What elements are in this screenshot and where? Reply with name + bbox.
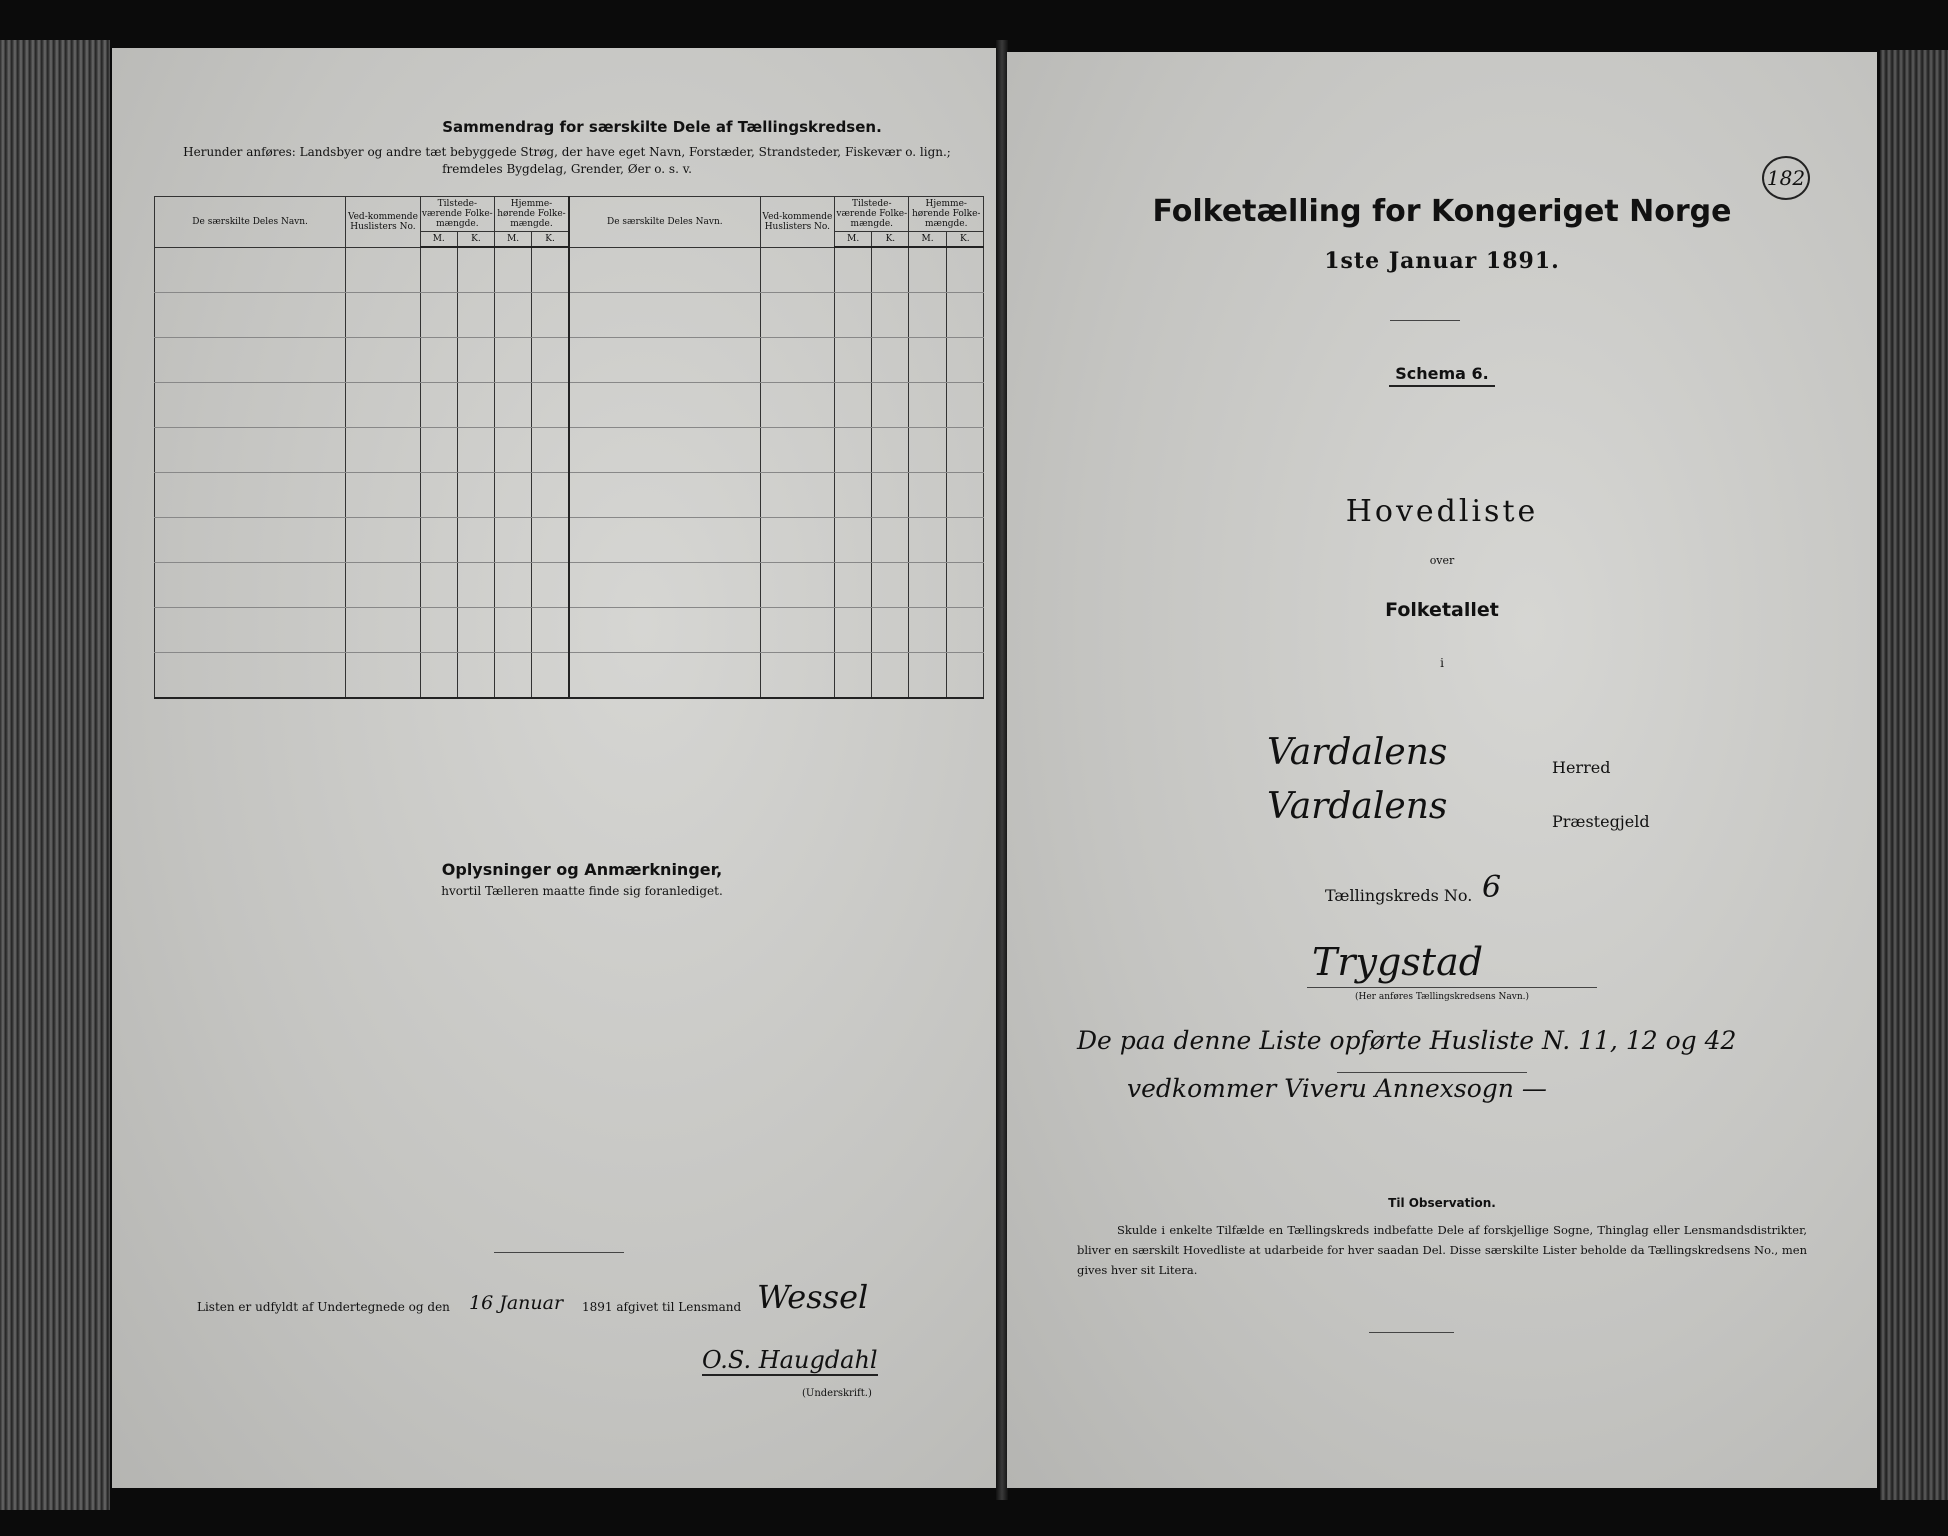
divider [1337,1072,1527,1073]
observation-text: Skulde i enkelte Tilfælde en Tællingskreds indbefatte Dele af forskjellige Sogne, Thinglag eller Lensmandsdistrikter, bliver en særskilt Hovedliste at udarbeide for hver saadan Del. Disse særskilte Lister beholde da Tællingskredsens No., men gives hver sit Litera. [1077,1223,1807,1277]
notes-title: Oplysninger og Anmærkninger, [441,860,723,879]
col-header-hjemme-2: Hjemme-hørende Folke-mængde. [909,197,984,232]
divider [1390,320,1460,321]
table-row [155,563,984,608]
summary-note: Herunder anføres: Landsbyer og andre tæt bebyggede Strøg, der have eget Navn, Forstæder, Strandsteder, Fiskevær o. lign.; fremdeles Bygdelag, Grender, Øer o. s. v. [183,145,951,176]
col-header-name-2: De særskilte Deles Navn. [569,197,760,248]
table-row [155,473,984,518]
table-body [155,247,984,698]
listen-prefix: Listen er udfyldt af Undertegnede og den [197,1300,450,1314]
schema-text: Schema 6. [1389,364,1495,387]
hovedliste-heading: Hovedliste [1345,494,1539,529]
divider [494,1252,624,1253]
kreds-number: 6 [1482,870,1502,905]
col-header-huslister: Ved-kommende Huslisters No. [346,197,420,248]
census-date: 1ste Januar 1891. [1324,248,1560,274]
table-row [155,338,984,383]
summary-table [154,196,984,699]
kreds-label: Tællingskreds No. [1325,886,1473,905]
col-header-m: M. [420,232,457,248]
col-header-k: K. [946,232,983,248]
book-edge-left [0,40,110,1510]
col-header-huslister-2: Ved-kommende Huslisters No. [760,197,834,248]
kreds-name: Trygstad [1312,940,1484,984]
table-row [155,293,984,338]
table-row [155,247,984,293]
right-page [1007,52,1877,1488]
col-header-k: K. [457,232,494,248]
over-word: over [1429,554,1455,567]
kreds-name-underline [1307,987,1597,988]
i-word: i [1440,656,1444,670]
prestegjeld-value: Vardalens [1267,786,1448,827]
page-number-stamp: 182 [1762,156,1810,200]
divider [1369,1332,1454,1333]
book-edge-right [1880,50,1948,1500]
col-header-name: De særskilte Deles Navn. [155,197,346,248]
observation-title: Til Observation. [1388,1196,1496,1210]
table-row [155,383,984,428]
handwritten-note-line-2: vedkommer Viveru Annexsogn — [1127,1074,1547,1103]
col-header-m: M. [835,232,872,248]
handwritten-note-line-1: De paa denne Liste opførte Husliste N. 11, 12 og 42 [1077,1026,1737,1055]
col-header-hjemme: Hjemme-hørende Folke-mængde. [495,197,569,232]
left-page [112,48,997,1488]
table-row [155,653,984,699]
table-row [155,428,984,473]
col-header-m: M. [495,232,532,248]
teller-signature: O.S. Haugdahl [702,1346,878,1374]
herred-label: Herred [1552,758,1611,777]
page-title: Folketælling for Kongeriget Norge [1152,194,1732,229]
col-header-k: K. [532,232,569,248]
listen-date: 16 Januar [469,1292,564,1314]
col-header-tilstede-2: Tilstede-værende Folke-mængde. [835,197,909,232]
table-row [155,518,984,563]
summary-title: Sammendrag for særskilte Dele af Tællingskredsen. [442,118,882,136]
col-header-m: M. [909,232,946,248]
notes-subtitle: hvortil Tælleren maatte finde sig foranlediget. [441,884,723,898]
herred-value: Vardalens [1267,732,1448,773]
table-row [155,608,984,653]
col-header-k: K. [872,232,909,248]
kreds-name-caption: (Her anføres Tællingskredsens Navn.) [1354,992,1529,1002]
prestegjeld-label: Præstegjeld [1552,812,1650,831]
col-header-tilstede: Tilstede-værende Folke-mængde. [420,197,494,232]
underskrift-label: (Underskrift.) [802,1388,872,1399]
schema-label [1007,364,1877,383]
lensmand-signature: Wessel [757,1278,869,1316]
listen-year: 1891 afgivet til Lensmand [582,1300,742,1314]
folketallet-heading: Folketallet [1385,599,1499,621]
